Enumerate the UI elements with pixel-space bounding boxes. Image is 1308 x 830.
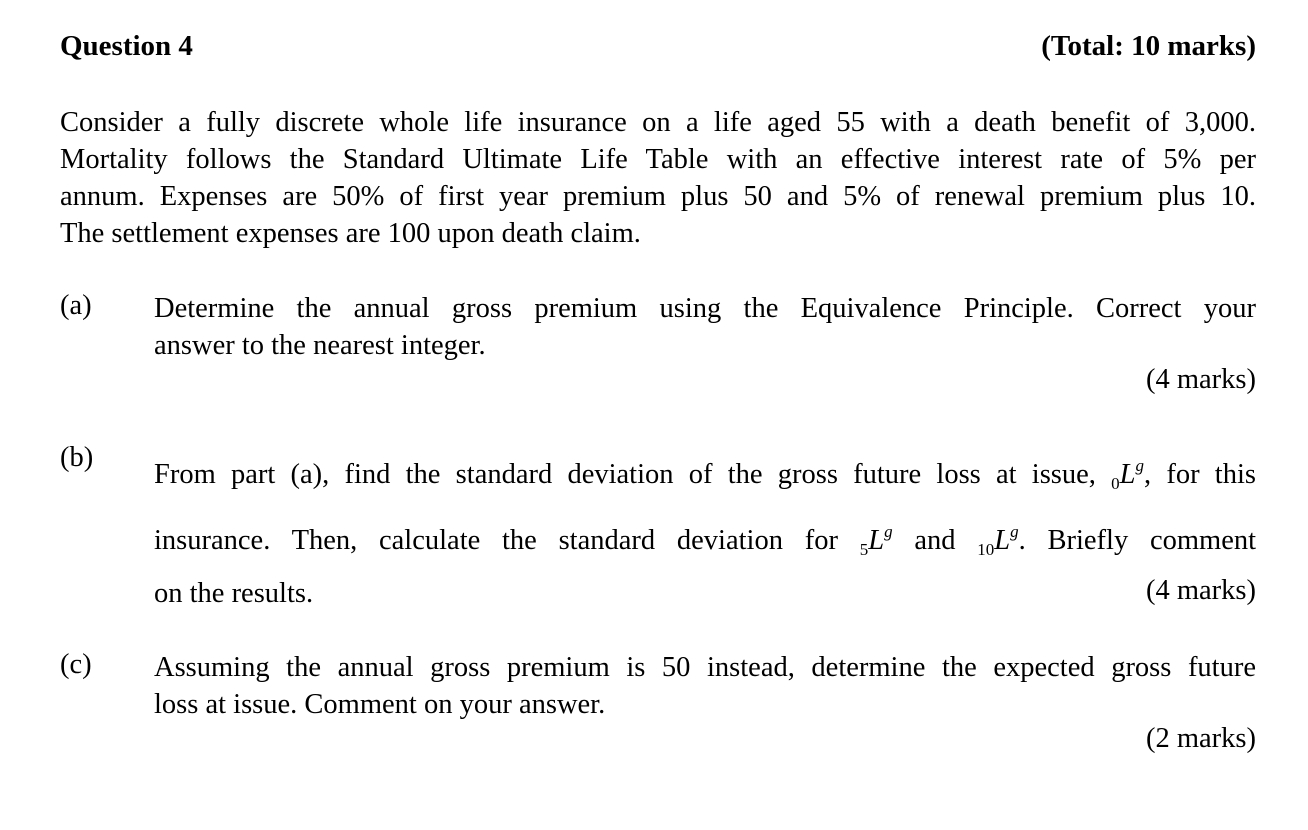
part-b-text-segment: insurance. Then, calculate the standard deviation for bbox=[154, 525, 860, 556]
loss-letter: L bbox=[868, 525, 885, 556]
loss-time-subscript: 5 bbox=[859, 540, 869, 559]
question-header bbox=[60, 30, 1256, 63]
part-b-line bbox=[154, 442, 1256, 508]
part-b-text-segment: From part (a), find the standard deviation of the gross future loss at issue, bbox=[154, 459, 1112, 490]
part-b-text bbox=[154, 442, 1256, 614]
gross-superscript: g bbox=[1135, 456, 1144, 475]
part-c-label: (c) bbox=[60, 649, 92, 680]
intro-line: annum. Expenses are 50% of first year premium plus 50 and 5% of renewal premium plus 10. bbox=[60, 181, 1256, 212]
part-a bbox=[60, 290, 1256, 400]
loss-time-subscript: 10 bbox=[977, 540, 995, 559]
part-c-text bbox=[154, 649, 1256, 723]
part-a-line: Determine the annual gross premium using the Equivalence Principle. Correct your bbox=[154, 293, 1256, 324]
gross-superscript: g bbox=[884, 522, 893, 541]
part-a-marks: (4 marks) bbox=[1145, 364, 1256, 395]
part-c-marks: (2 marks) bbox=[1145, 723, 1256, 754]
part-b-line: on the results. bbox=[154, 578, 314, 609]
total-marks: (Total: 10 marks) bbox=[1041, 30, 1256, 62]
part-b-text-segment: , for this bbox=[1144, 459, 1256, 490]
part-a-label: (a) bbox=[60, 290, 92, 321]
loss-letter: L bbox=[1119, 459, 1136, 490]
gross-superscript: g bbox=[1010, 522, 1019, 541]
loss-symbol-0 bbox=[1111, 456, 1144, 493]
part-c-line: loss at issue. Comment on your answer. bbox=[154, 689, 606, 720]
part-a-line: answer to the nearest integer. bbox=[154, 330, 486, 361]
question-intro bbox=[60, 104, 1256, 252]
intro-line: Mortality follows the Standard Ultimate Life Table with an effective interest rate of 5% per bbox=[60, 144, 1256, 175]
loss-letter: L bbox=[994, 525, 1011, 556]
loss-symbol-10 bbox=[977, 522, 1019, 559]
intro-line: The settlement expenses are 100 upon death claim. bbox=[60, 218, 641, 249]
part-b-label: (b) bbox=[60, 442, 94, 473]
loss-time-subscript: 0 bbox=[1111, 474, 1120, 493]
part-b bbox=[60, 442, 1256, 612]
part-c-line: Assuming the annual gross premium is 50 instead, determine the expected gross future bbox=[154, 652, 1256, 683]
part-b-marks: (4 marks) bbox=[1145, 575, 1256, 606]
part-b-line bbox=[154, 508, 1256, 574]
intro-line: Consider a fully discrete whole life insurance on a life aged 55 with a death benefit of 3,000. bbox=[60, 107, 1256, 138]
loss-symbol-5 bbox=[859, 522, 893, 559]
part-b-text-segment: and bbox=[892, 525, 978, 556]
part-b-text-segment: . Briefly comment bbox=[1018, 525, 1257, 556]
part-c bbox=[60, 649, 1256, 759]
question-title: Question 4 bbox=[60, 30, 193, 62]
part-a-text bbox=[154, 290, 1256, 364]
